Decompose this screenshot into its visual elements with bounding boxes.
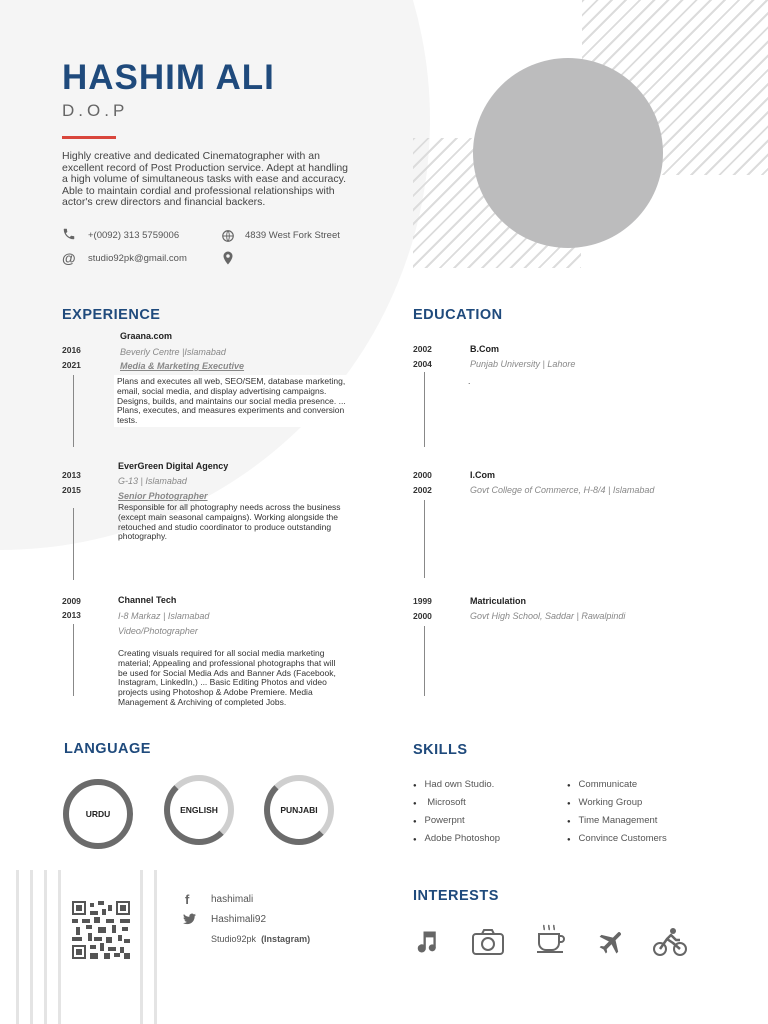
skill-item: ● Had own Studio. (413, 779, 495, 790)
experience-end-year: 2021 (62, 360, 81, 370)
profile-photo-placeholder (473, 58, 663, 248)
coffee-cup-icon (535, 923, 567, 960)
skill-item: ● Powerpnt (413, 815, 465, 826)
experience-position: Video/Photographer (118, 626, 198, 636)
experience-position: Senior Photographer (118, 491, 208, 501)
education-school: Punjab University | Lahore (470, 359, 576, 369)
experience-start-year: 2009 (62, 596, 81, 606)
decorative-bar (58, 870, 61, 1024)
decorative-bar (44, 870, 47, 1024)
address: 4839 West Fork Street (245, 230, 340, 241)
language-ring-urdu (63, 779, 133, 849)
language-ring-punjabi (264, 775, 334, 845)
skill-item: ● Working Group (567, 797, 643, 808)
timeline-line (73, 508, 74, 580)
cycling-icon (652, 927, 688, 962)
decorative-bar (16, 870, 19, 1024)
airplane-icon (595, 927, 629, 962)
language-label: PUNJABI (280, 805, 318, 815)
camera-icon (472, 929, 504, 960)
email-address[interactable]: studio92pk@gmail.com (88, 253, 187, 264)
facebook-handle[interactable]: hashimali (211, 894, 254, 905)
instagram-label: (Instagram) (261, 934, 311, 944)
skill-item: ● Communicate (567, 779, 638, 790)
language-label: URDU (85, 809, 111, 819)
education-degree: I.Com (470, 470, 496, 480)
education-end-year: 2004 (413, 359, 432, 369)
experience-location: G-13 | Islamabad (118, 476, 187, 486)
experience-desc-box (114, 375, 354, 427)
facebook-icon: f (185, 892, 190, 907)
skill-item: ● Microsoft (413, 797, 466, 808)
skills-column-2 (567, 779, 667, 851)
experience-org: EverGreen Digital Agency (118, 461, 229, 471)
timeline-line (424, 626, 425, 696)
twitter-handle[interactable]: Hashimali92 (211, 914, 267, 925)
title-underline (62, 136, 116, 139)
candidate-role: D.O.P (62, 101, 129, 120)
experience-description: Plans and executes all web, SEO/SEM, database marketing, email, social media, and display advertising campaigns. Designs, builds, and maintains our social media presence. ... Plans, executes, and measures experiments and conversion tests. (117, 376, 346, 426)
twitter-icon (183, 912, 196, 930)
education-heading: EDUCATION (413, 307, 503, 323)
experience-heading: EXPERIENCE (62, 307, 161, 323)
experience-org: Graana.com (120, 331, 173, 341)
language-heading: LANGUAGE (64, 741, 151, 757)
instagram-handle: Studio92pk (211, 934, 257, 944)
language-ring-english (164, 775, 234, 845)
education-degree: B.Com (470, 344, 499, 354)
experience-location: I-8 Markaz | Islamabad (118, 611, 210, 621)
qr-code (72, 901, 130, 959)
timeline-line (424, 372, 425, 447)
experience-position: Media & Marketing Executive (120, 361, 245, 371)
education-start-year: 1999 (413, 596, 432, 606)
instagram-line[interactable] (211, 934, 310, 944)
timeline-line (73, 375, 74, 447)
experience-start-year: 2016 (62, 345, 81, 355)
globe-icon (221, 229, 235, 246)
email-icon: @ (62, 250, 76, 266)
education-end-year: 2002 (413, 485, 432, 495)
skill-item: ● Convince Customers (567, 833, 667, 844)
language-label: ENGLISH (180, 805, 218, 815)
decorative-bar (30, 870, 33, 1024)
music-note-icon (413, 928, 441, 961)
experience-start-year: 2013 (62, 470, 81, 480)
skill-item: ● Time Management (567, 815, 658, 826)
education-end-year: 2000 (413, 611, 432, 621)
education-school: Govt College of Commerce, H-8/4 | Islamabad (470, 485, 655, 495)
skills-heading: SKILLS (413, 742, 468, 758)
education-note: . (468, 376, 471, 386)
education-school: Govt High School, Saddar | Rawalpindi (470, 611, 626, 621)
education-start-year: 2002 (413, 344, 432, 354)
decorative-bar (154, 870, 157, 1024)
candidate-name: HASHIM ALI (62, 58, 275, 97)
timeline-line (424, 500, 425, 578)
experience-end-year: 2013 (62, 610, 81, 620)
experience-end-year: 2015 (62, 485, 81, 495)
timeline-line (73, 624, 74, 696)
education-degree: Matriculation (470, 596, 527, 606)
location-pin-icon (222, 251, 234, 268)
phone-number: +(0092) 313 5759006 (88, 230, 180, 241)
experience-description: Creating visuals required for all social media marketing material; Appealing and professional photographs that will be used for Social Media Ads and Banner Ads (Facebook, Instagram, LinkedIn,) ... Basic Editing Photos and video projects using Photoshop & Adobe Premiere. Media Management & Archiving of completed Jobs. (118, 648, 336, 707)
interests-heading: INTERESTS (413, 888, 499, 904)
experience-org: Channel Tech (118, 595, 177, 605)
skill-item: ● Adobe Photoshop (413, 833, 501, 844)
decorative-bar (140, 870, 143, 1024)
skills-column-1 (413, 779, 500, 851)
phone-icon (62, 227, 76, 244)
experience-location: Beverly Centre |Islamabad (120, 347, 226, 357)
experience-description: Responsible for all photography needs across the business (except main seasonal campaigns). Working alongside the retouched and studio coordinator to produce outstanding photography. (118, 502, 341, 542)
education-start-year: 2000 (413, 470, 432, 480)
profile-summary: Highly creative and dedicated Cinematographer with an excellent record of Post Production service. Adept at handling a high volume of simultaneous tasks with ease and accuracy. Able to maintain cordial and professional relationships with actor's crew directors and financial backers. (62, 150, 349, 208)
